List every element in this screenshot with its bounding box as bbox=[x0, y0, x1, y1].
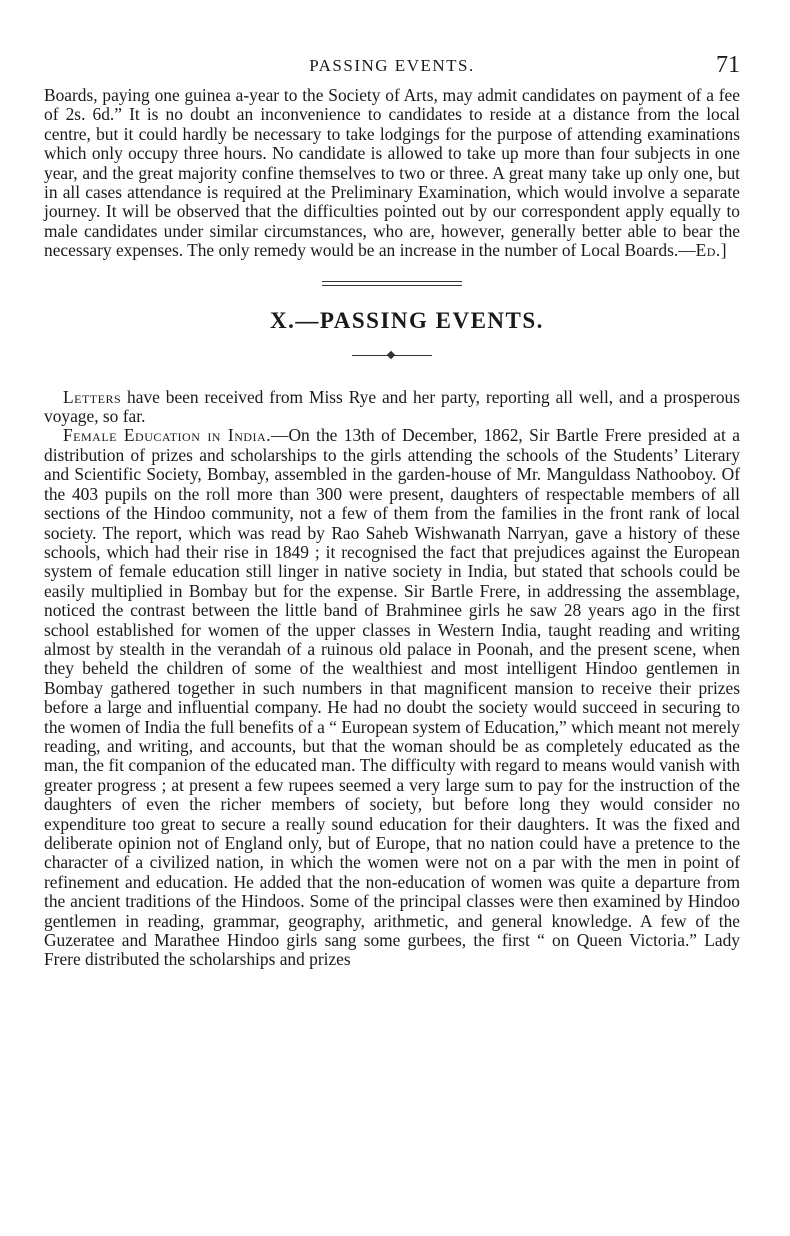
paragraph-lead: Female Education in India. bbox=[63, 425, 272, 446]
letter-conclusion bbox=[44, 86, 740, 261]
page-number: 71 bbox=[716, 52, 740, 78]
journal-page bbox=[44, 52, 740, 970]
letter-text: Boards, paying one guinea a-year to the Society of Arts, may admit candidates on payment of a fee of 2s. 6d.” It is no doubt an inconvenience to candidates to reside at a distance from the local centre, but it could hardly be necessary to take lodgings for the purpose of attending examinations which only occupy three hours. No candidate is allowed to take up more than four subjects in one year, and the great majority confine themselves to two or three. A great many take up only one, but in all cases attendance is required at the Preliminary Examination, which would involve a separate journey. It will be observed that the difficulties pointed out by our correspondent apply equally to male candidates under similar circumstances, who are, however, generally better able to bear the necessary expenses. The only remedy would be an increase in the number of Local Boards.— bbox=[44, 85, 740, 261]
running-head bbox=[44, 52, 740, 86]
paragraph-lead: Letters bbox=[63, 386, 122, 407]
section-divider-rule bbox=[322, 281, 462, 286]
editor-signoff: Ed. bbox=[695, 240, 721, 261]
running-title: PASSING EVENTS. bbox=[309, 56, 475, 75]
paragraph-text: —On the 13th of December, 1862, Sir Bartle Frere presided at a distribution of prizes and scholarships to the girls attending the schools of the Students’ Literary and Scientific Society, Bombay, assembled in the garden-house of Mr. Manguldass Nathooboy. Of the 403 pupils on the roll more than 300 were present, daughters of respectable members of all sections of the Hindoo community, not a few of them from the families in the front rank of local society. The report, which was read by Rao Saheb Wishwanath Narryan, gave a history of these schools, which had their rise in 1849 ; it recognised the fact that prejudices against the European system of female education still linger in native society in India, but stated that schools could be easily multiplied in Bombay but for the expense. Sir Bartle Frere, in addressing the assemblage, noticed the contrast between the little band of Brahminee girls he saw 28 years ago in the first school established for women of the upper classes in Western India, taught reading and writing almost by stealth in the verandah of a ruinous old palace in Poonah, and the present scene, when they beheld the children of some of the wealthiest and most intelligent Hindoo gentlemen in Bombay gathered together in such numbers in that magnificent mansion to receive their prizes before a large and influential company. He had no doubt the society would succeed in securing to the women of India the full benefits of a “ European system of Education,” which meant not merely reading, and writing, and accounts, but that the woman should be as completely educated as the man, the fit companion of the educated man. The difficulty with regard to means would vanish with greater progress ; at present a few rupees seemed a very large sum to pay for the instruction of the daughters of even the richer members of society, but before long they would consider no expenditure too great to secure a really sound education for their daughters. It was the fixed and deliberate opinion not of England only, but of Europe, that no nation could have a pretence to the character of a civilized nation, in which the women were not on a par with the men in point of refinement and education. He added that the non-education of women was quite a departure from the ancient traditions of the Hindoos. Some of the principal classes were then examined by Hindoo gentlemen in reading, grammar, geography, arithmetic, and general knowledge. A few of the Guzeratee and Marathee Hindoo girls sang some gurbees, the first “ on Queen Victoria.” Lady Frere distributed the scholarships and prizes bbox=[44, 425, 740, 970]
closing-bracket: ] bbox=[720, 240, 727, 261]
ornament-diamond-icon bbox=[387, 350, 395, 358]
section-heading: X.—PASSING EVENTS. bbox=[270, 307, 544, 333]
paragraph-text: have been received from Miss Rye and her party, reporting all well, and a prosperous voyage, so far. bbox=[44, 386, 740, 427]
letters-paragraph bbox=[44, 388, 740, 427]
female-education-paragraph bbox=[44, 426, 740, 969]
heading-ornament bbox=[352, 352, 432, 358]
